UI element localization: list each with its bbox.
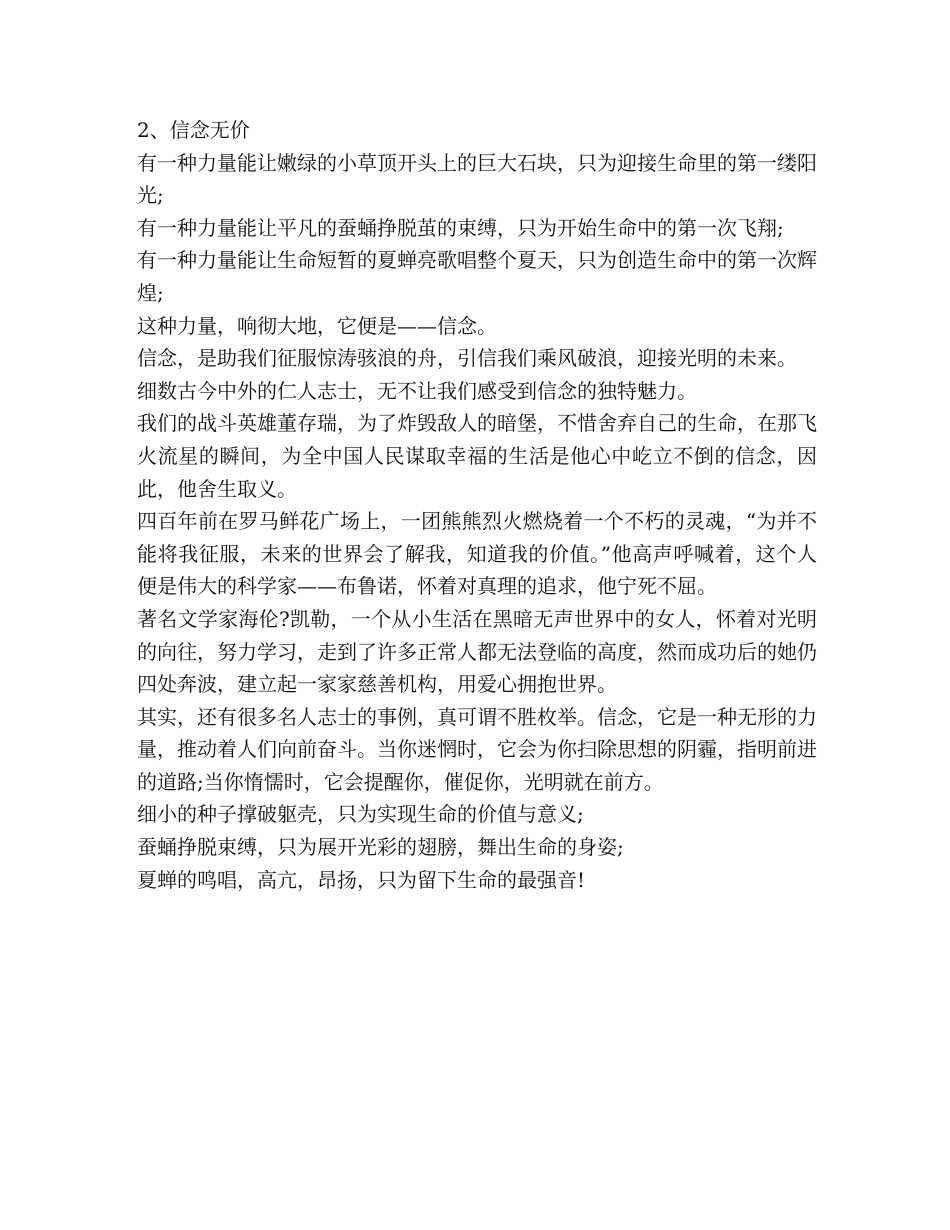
paragraph: 其实，还有很多名人志士的事例，真可谓不胜枚举。信念，它是一种无形的力量，推动着人们向前奋斗。当你迷惘时，它会为你扫除思想的阴霾，指明前进的道路;当你惰懦时，它会提醒你，催促你，光明就在前方。 <box>137 704 817 794</box>
section-heading: 2、信念无价 <box>137 118 250 142</box>
paragraph: 有一种力量能让嫩绿的小草顶开头上的巨大石块，只为迎接生命里的第一缕阳光; <box>137 150 817 208</box>
document-page <box>137 114 817 896</box>
paragraph: 四百年前在罗马鲜花广场上，一团熊熊烈火燃烧着一个不朽的灵魂，“为并不能将我征服，未来的世界会了解我，知道我的价值。”他高声呼喊着，这个人便是伟大的科学家——布鲁诺，怀着对真理的追求，他宁死不屈。 <box>137 509 817 599</box>
paragraph: 夏蝉的鸣唱，高亢，昂扬，只为留下生命的最强音! <box>137 867 586 892</box>
paragraph: 这种力量，响彻大地，它便是——信念。 <box>137 313 497 338</box>
paragraph: 有一种力量能让生命短暂的夏蝉亮歌唱整个夏天，只为创造生命中的第一次辉煌; <box>137 248 817 305</box>
paragraph: 蚕蛹挣脱束缚，只为展开光彩的翅膀，舞出生命的身姿; <box>137 835 624 860</box>
paragraph: 细数古今中外的仁人志士，无不让我们感受到信念的独特魅力。 <box>137 378 697 403</box>
paragraph: 我们的战斗英雄董存瑞，为了炸毁敌人的暗堡，不惜舍弃自己的生命，在那飞火流星的瞬间，为全中国人民谋取幸福的生活是他心中屹立不倒的信念，因此，他舍生取义。 <box>137 411 817 501</box>
paragraph: 有一种力量能让平凡的蚕蛹挣脱茧的束缚，只为开始生命中的第一次飞翔; <box>137 215 784 240</box>
paragraph: 细小的种子撑破躯壳，只为实现生命的价值与意义; <box>137 802 584 827</box>
paragraph: 信念，是助我们征服惊涛骇浪的舟，引信我们乘风破浪，迎接光明的未来。 <box>137 346 797 371</box>
paragraph: 著名文学家海伦?凯勒，一个从小生活在黑暗无声世界中的女人，怀着对光明的向往，努力学习，走到了许多正常人都无法登临的高度，然而成功后的她仍四处奔波，建立起一家家慈善机构，用爱心拥抱世界。 <box>137 606 817 697</box>
